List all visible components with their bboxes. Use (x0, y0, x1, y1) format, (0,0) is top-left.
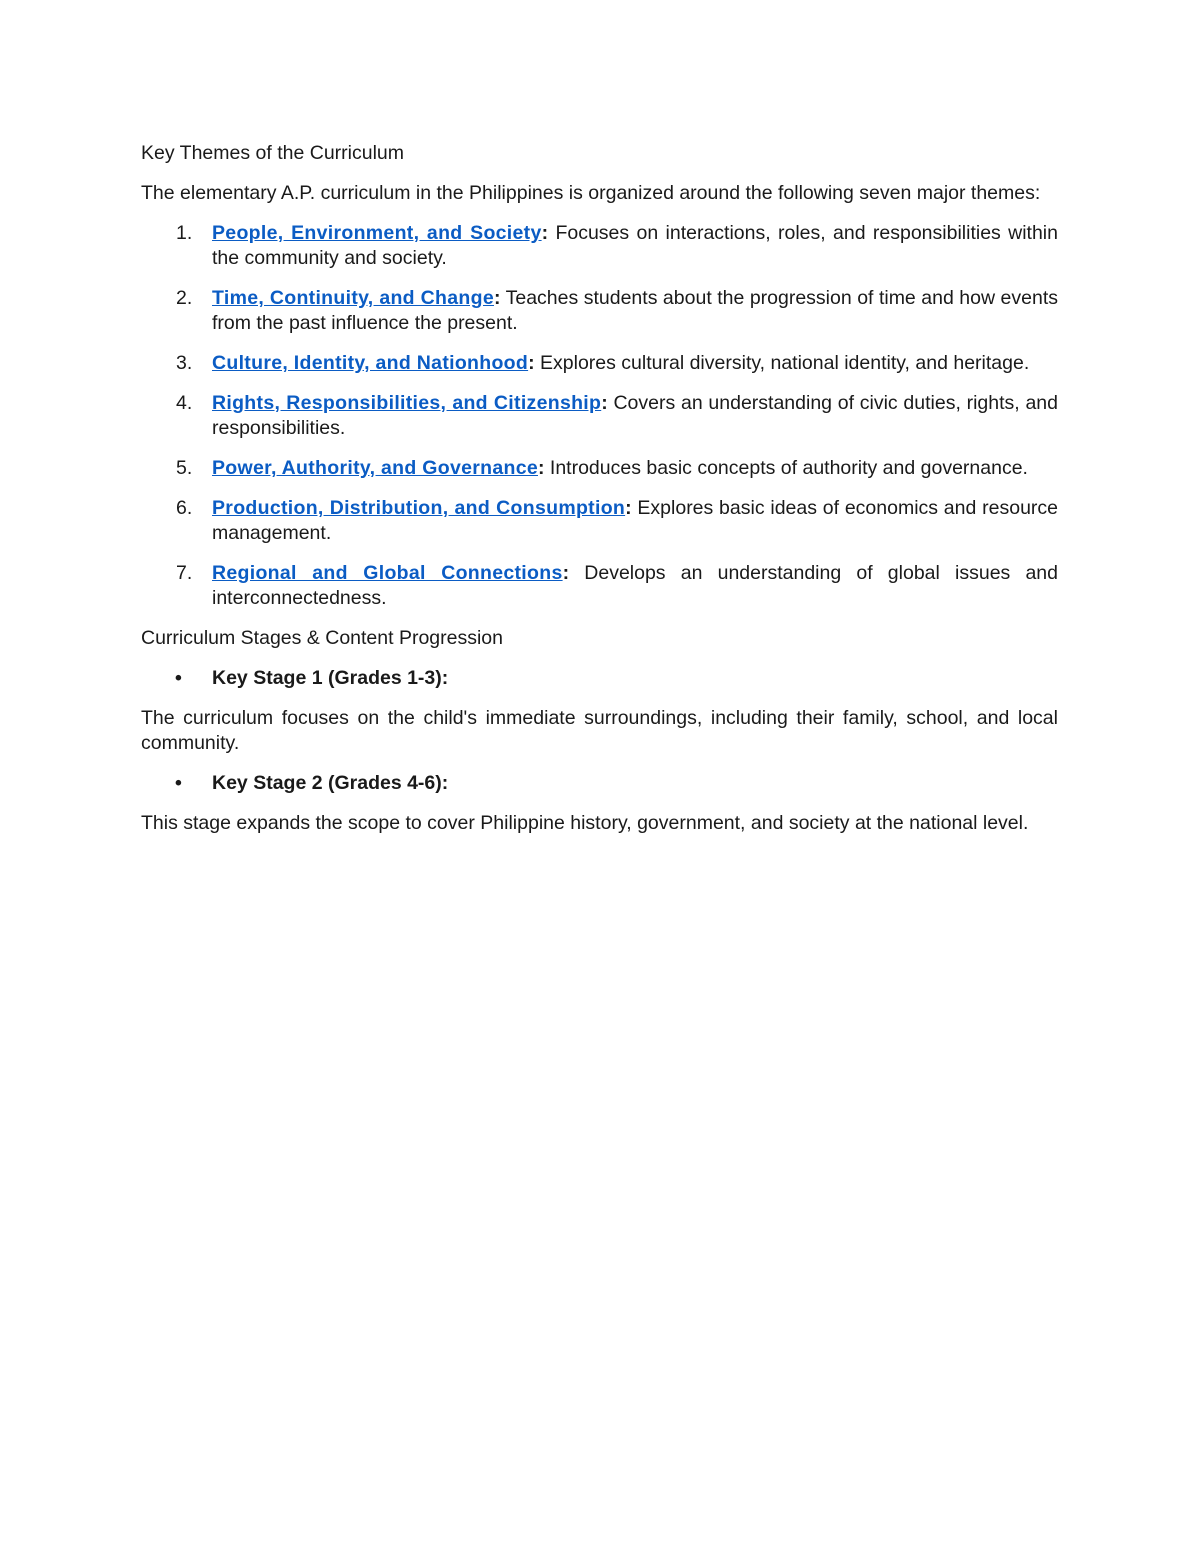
colon: : (538, 457, 545, 479)
theme-item (141, 351, 1058, 376)
list-number: 7. (176, 562, 193, 584)
theme-description: Focuses on interactions, roles, and responsibilities within the community and society. (212, 222, 1058, 269)
document-page (141, 141, 1058, 851)
theme-description: Explores cultural diversity, national identity, and heritage. (534, 352, 1030, 374)
stage-description: This stage expands the scope to cover Philippine history, government, and society at the national level. (141, 812, 1029, 834)
bullet-icon: • (175, 667, 182, 689)
theme-item (141, 561, 1058, 611)
intro-paragraph: The elementary A.P. curriculum in the Philippines is organized around the following seven major themes: (141, 182, 1041, 204)
list-number: 2. (176, 287, 193, 309)
section-heading-key-themes: Key Themes of the Curriculum (141, 142, 404, 164)
colon: : (493, 287, 501, 309)
theme-description: Develops an understanding of global issues and interconnectedness. (212, 562, 1058, 609)
theme-link-people-environment-society[interactable]: People, Environment, and Society (212, 222, 542, 244)
list-number: 6. (176, 497, 193, 519)
theme-description: Covers an understanding of civic duties, rights, and responsibilities. (212, 392, 1058, 439)
stage-label: Key Stage 2 (Grades 4-6): (212, 772, 449, 794)
theme-link-production-distribution-consumption[interactable]: Production, Distribution, and Consumption (212, 497, 626, 519)
list-number: 5. (176, 457, 193, 479)
theme-link-culture-identity-nationhood[interactable]: Culture, Identity, and Nationhood (212, 352, 529, 374)
theme-item (141, 286, 1058, 336)
bullet-icon: • (175, 772, 182, 794)
list-number: 3. (176, 352, 193, 374)
theme-link-power-authority-governance[interactable]: Power, Authority, and Governance (212, 457, 538, 479)
colon: : (601, 392, 608, 414)
theme-link-regional-global-connections[interactable]: Regional and Global Connections (212, 562, 563, 584)
stage-list-2 (141, 771, 1058, 796)
colon: : (562, 562, 570, 584)
theme-description: Teaches students about the progression of time and how events from the past influence the present. (212, 287, 1058, 334)
stage-list-1 (141, 666, 1058, 691)
theme-link-rights-responsibilities-citizenship[interactable]: Rights, Responsibilities, and Citizenship (212, 392, 602, 414)
colon: : (541, 222, 549, 244)
theme-item (141, 456, 1058, 481)
theme-item (141, 221, 1058, 271)
section-heading-curriculum-stages: Curriculum Stages & Content Progression (141, 627, 503, 649)
list-number: 1. (176, 222, 193, 244)
theme-item (141, 496, 1058, 546)
stage-label: Key Stage 1 (Grades 1-3): (212, 667, 449, 689)
theme-item (141, 391, 1058, 441)
list-number: 4. (176, 392, 193, 414)
theme-link-time-continuity-change[interactable]: Time, Continuity, and Change (212, 287, 494, 309)
theme-description: Explores basic ideas of economics and resource management. (212, 497, 1058, 544)
theme-description: Introduces basic concepts of authority and governance. (544, 457, 1028, 479)
stage-item (141, 666, 1058, 691)
colon: : (625, 497, 632, 519)
stage-item (141, 771, 1058, 796)
colon: : (528, 352, 535, 374)
themes-list (141, 221, 1058, 611)
stage-description: The curriculum focuses on the child's immediate surroundings, including their family, school, and local community. (141, 707, 1058, 754)
